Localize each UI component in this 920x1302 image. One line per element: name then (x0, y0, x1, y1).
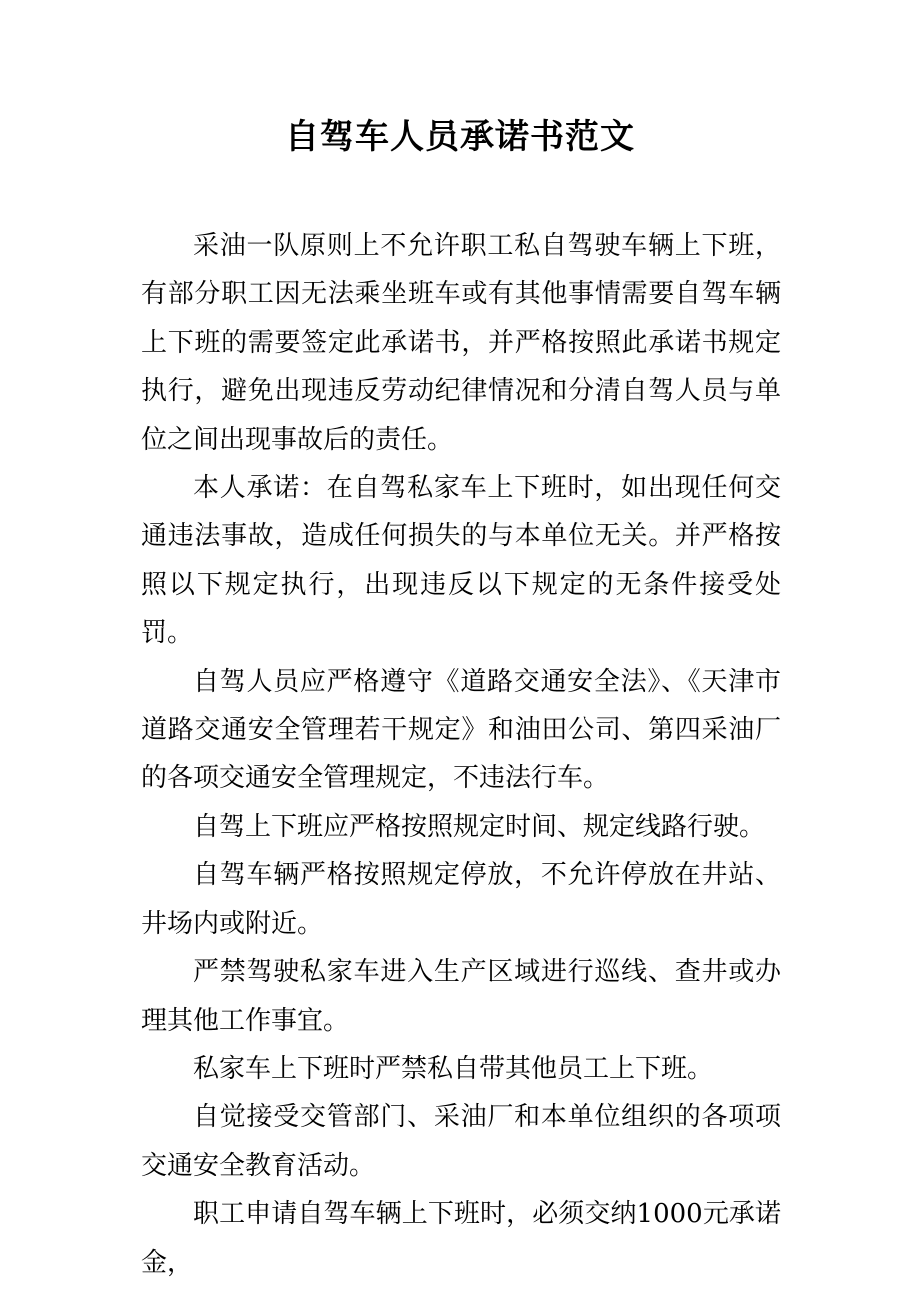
paragraph-production-area: 严禁驾驶私家车进入生产区域进行巡线、查井或办理其他工作事宜。 (141, 957, 781, 1036)
paragraph-passengers: 私家车上下班时严禁私自带其他员工上下班。 (193, 1053, 714, 1084)
paragraph-route: 自驾上下班应严格按照规定时间、规定线路行驶。 (193, 811, 766, 842)
paragraph-intro: 采油一队原则上不允许职工私自驾驶车辆上下班，有部分职工因无法乘坐班车或有其他事情需要自驾车辆上下班的需要签定此承诺书，并严格按照此承诺书规定执行，避免出现违反劳动纪律情况和分清自驾人员与单位之间出现事故后的责任。 (141, 231, 781, 455)
paragraph-commitment: 本人承诺：在自驾私家车上下班时，如出现任何交通违法事故，造成任何损失的与本单位无关。并严格按照以下规定执行，出现违反以下规定的无条件接受处罚。 (141, 473, 781, 649)
document-body (141, 222, 781, 1287)
paragraph-deposit: 职工申请自驾车辆上下班时，必须交纳1000元承诺金， (141, 1199, 781, 1278)
document-title: 自驾车人员承诺书范文 (285, 117, 635, 157)
paragraph-traffic-laws: 自驾人员应严格遵守《道路交通安全法》、《天津市道路交通安全管理若干规定》和油田公司、第四采油厂的各项交通安全管理规定，不违法行车。 (141, 666, 781, 794)
paragraph-education: 自觉接受交管部门、采油厂和本单位组织的各项项交通安全教育活动。 (141, 1102, 781, 1181)
paragraph-parking: 自驾车辆严格按照规定停放，不允许停放在井站、井场内或附近。 (141, 860, 781, 939)
